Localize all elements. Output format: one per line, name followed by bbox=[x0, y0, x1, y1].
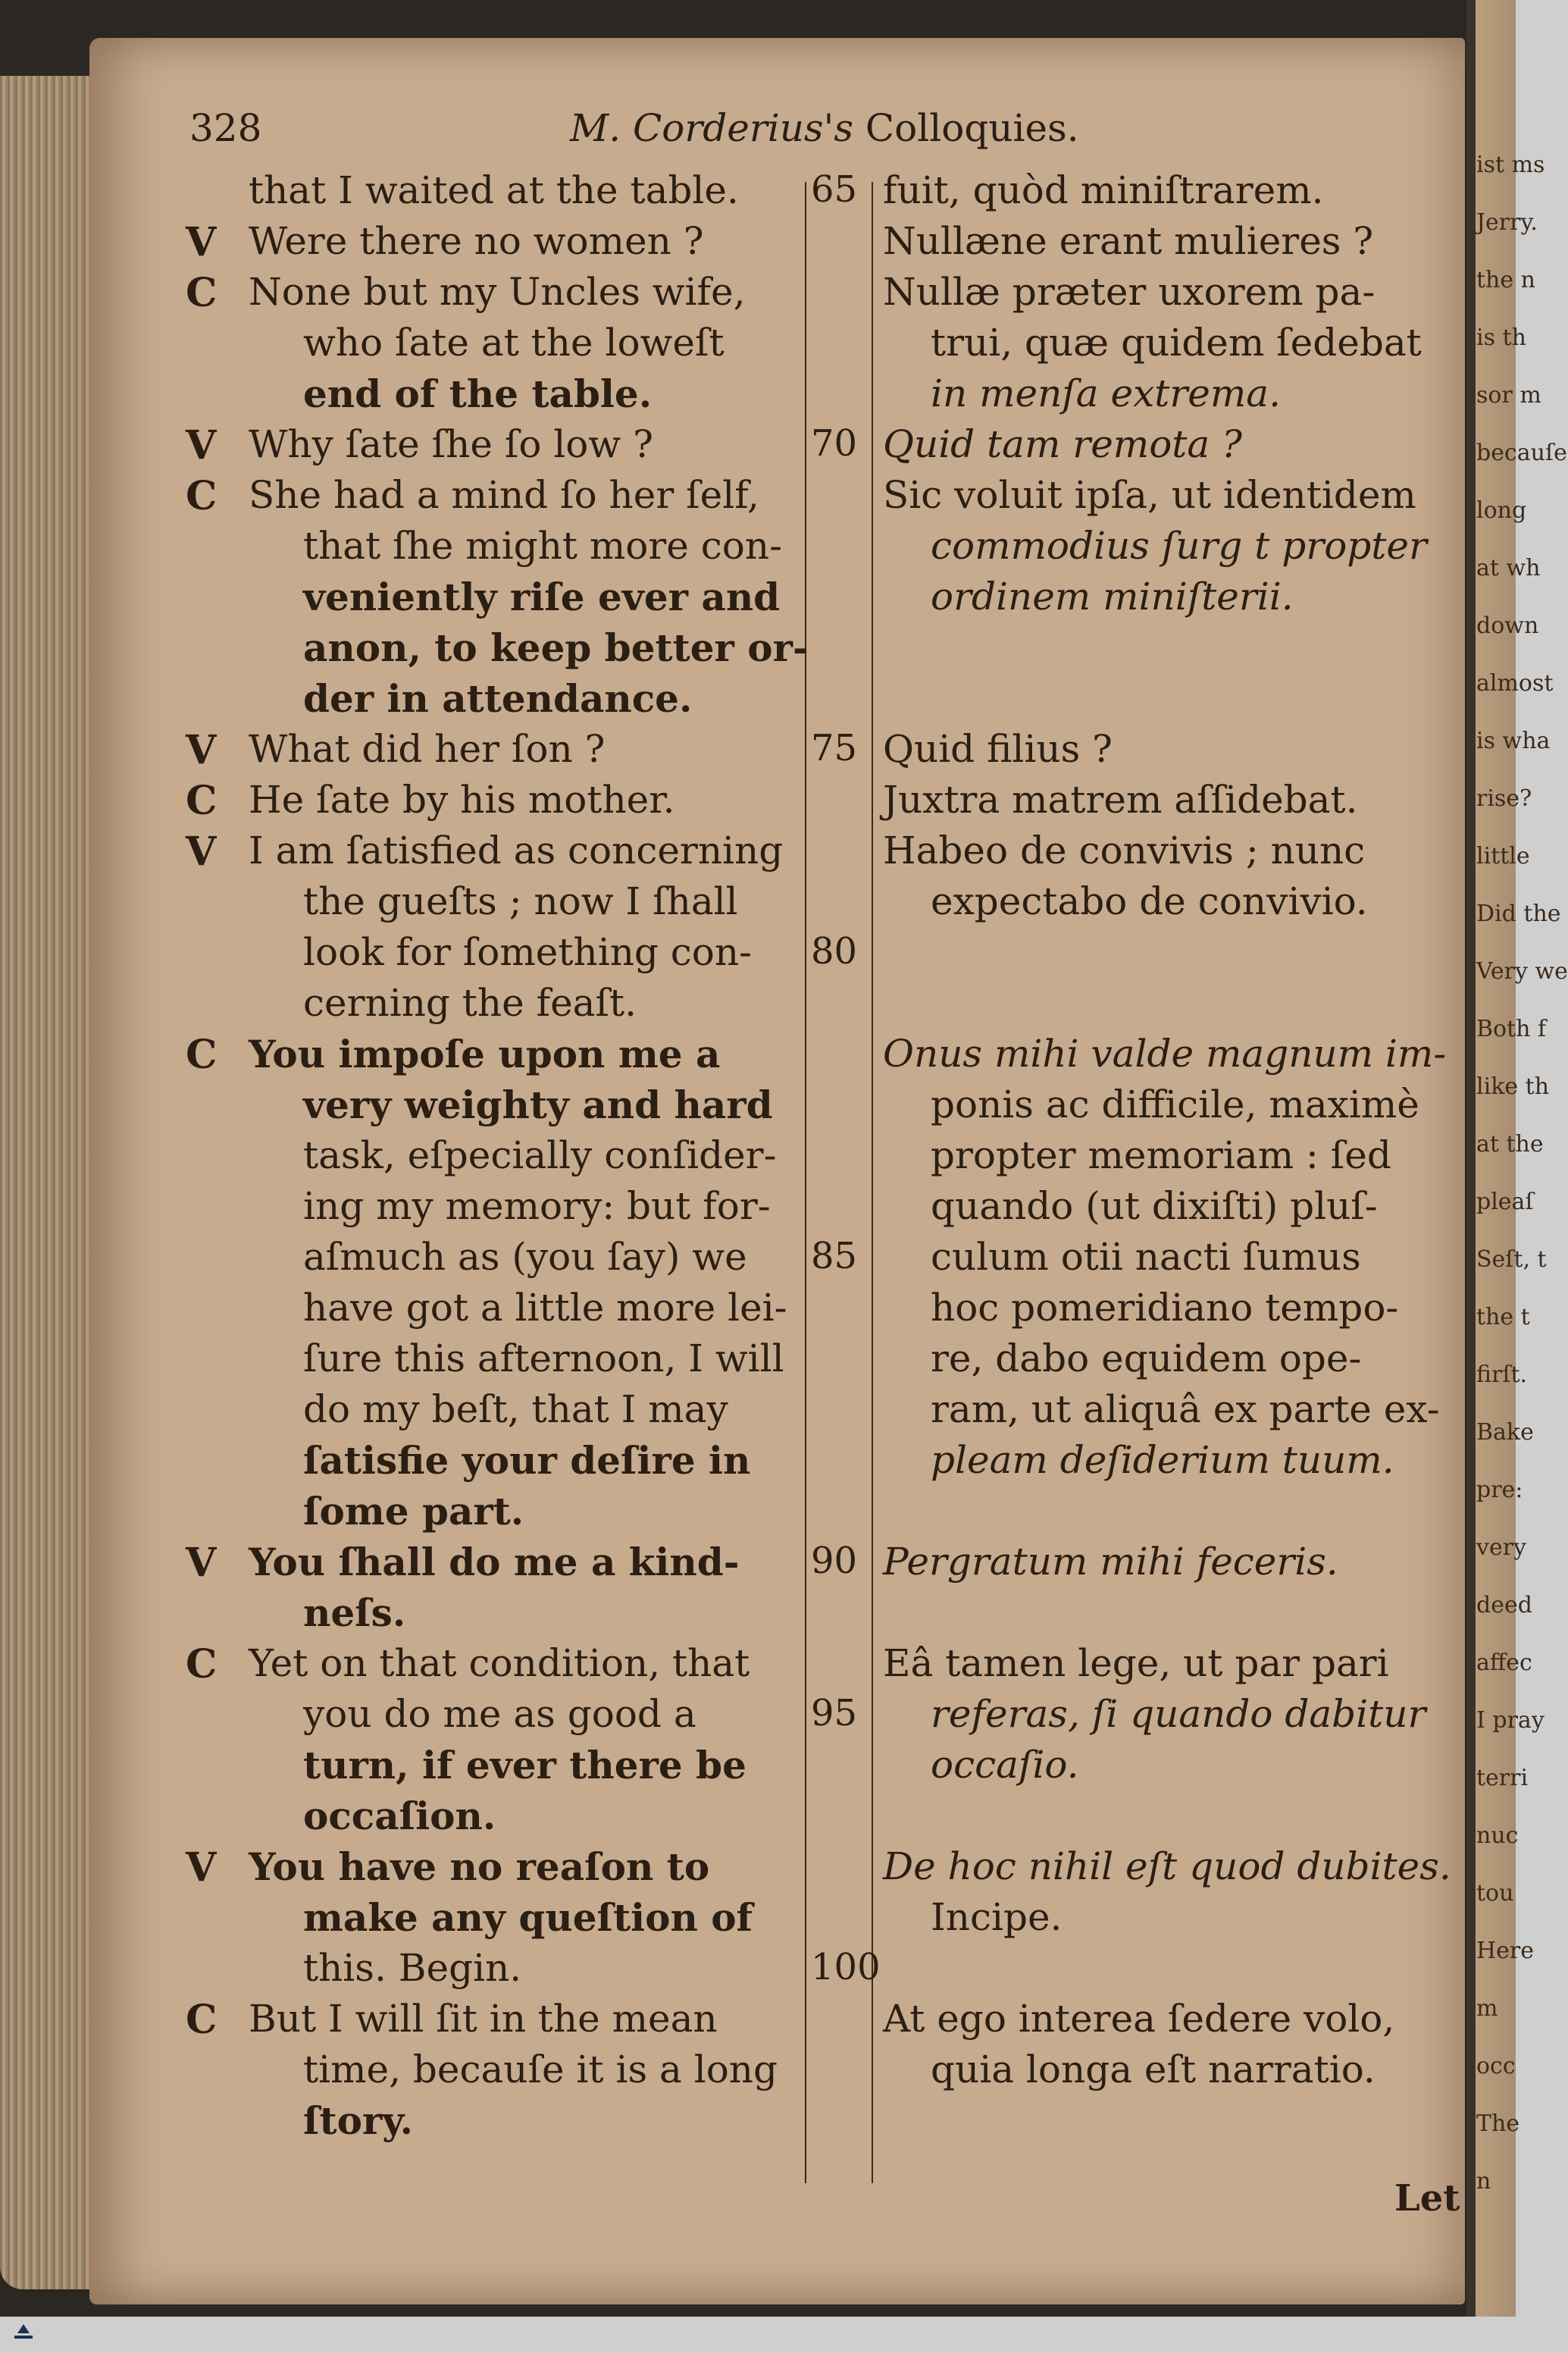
facing-page-fragment: the n bbox=[1476, 267, 1535, 293]
line-number: 95 bbox=[811, 1692, 858, 1734]
latin-line: quia longa eſt narratio. bbox=[931, 2048, 1376, 2091]
facing-page-fragment: n bbox=[1476, 2168, 1491, 2195]
catchword: Let bbox=[1394, 2177, 1460, 2220]
english-line: that I waited at the table. bbox=[249, 168, 739, 212]
english-line: have got a little more lei- bbox=[303, 1286, 787, 1330]
facing-page-fragment: ist ms bbox=[1476, 152, 1545, 178]
latin-line: hoc pomeridiano tempo- bbox=[931, 1286, 1399, 1330]
facing-page-fragment: m bbox=[1476, 1995, 1498, 2022]
latin-line: Incipe. bbox=[931, 1895, 1063, 1939]
line-number: 85 bbox=[811, 1235, 858, 1277]
latin-line: quando (ut dixiſti) pluſ- bbox=[931, 1184, 1378, 1228]
facing-page-fragment: sor m bbox=[1476, 382, 1541, 409]
page-number: 328 bbox=[189, 106, 262, 150]
english-line: task, eſpecially conſider- bbox=[303, 1133, 777, 1177]
speaker-marker: V bbox=[186, 829, 217, 875]
english-line: make any queſtion of bbox=[303, 1895, 753, 1940]
facing-page-fragment: the t bbox=[1476, 1304, 1530, 1330]
latin-line: Nullæne erant mulieres ? bbox=[883, 219, 1374, 263]
line-number: 70 bbox=[811, 422, 858, 465]
english-line: time, becauſe it is a long bbox=[303, 2048, 778, 2091]
facing-page-fragment: Jerry. bbox=[1476, 209, 1538, 236]
english-line: the gueſts ; now I ſhall bbox=[303, 879, 738, 923]
latin-line: pleam deſiderium tuum. bbox=[931, 1438, 1394, 1482]
english-line: But I will ſit in the mean bbox=[249, 1997, 718, 2041]
facing-page-fragment: occ bbox=[1476, 2053, 1516, 2079]
latin-line: Quid tam remota ? bbox=[883, 422, 1242, 466]
english-line: der in attendance. bbox=[303, 676, 693, 721]
english-line: I am ſatisfied as concerning bbox=[249, 829, 784, 873]
latin-line: commodius ſurg t propter bbox=[931, 524, 1427, 568]
english-line: ſure this afternoon, I will bbox=[303, 1336, 784, 1380]
latin-line: fuit, quòd miniſtrarem. bbox=[883, 168, 1324, 212]
speaker-marker: V bbox=[186, 727, 217, 773]
latin-line: Quid filius ? bbox=[883, 727, 1113, 771]
english-line: turn, if ever there be bbox=[303, 1743, 746, 1787]
facing-page-fragment: is th bbox=[1476, 324, 1526, 351]
english-line: ſatisfie your deſire in bbox=[303, 1438, 751, 1483]
latin-line: ordinem miniſterii. bbox=[931, 575, 1294, 619]
speaker-marker: V bbox=[186, 422, 217, 468]
running-title bbox=[570, 106, 1079, 150]
english-line: that ſhe might more con- bbox=[303, 524, 782, 568]
facing-page-fragment: like th bbox=[1476, 1073, 1550, 1100]
facing-page-fragment: I pray bbox=[1476, 1707, 1545, 1734]
english-line: ſome part. bbox=[303, 1489, 524, 1534]
viewer-footer bbox=[0, 2317, 1516, 2353]
latin-line: Pergratum mihi feceris. bbox=[883, 1540, 1338, 1584]
latin-line: propter memoriam : ſed bbox=[931, 1133, 1391, 1177]
english-line: Yet on that condition, that bbox=[249, 1641, 750, 1685]
facing-page-fragment: becauſe bbox=[1476, 440, 1567, 466]
latin-line: ram, ut aliquâ ex parte ex- bbox=[931, 1387, 1440, 1431]
line-number: 75 bbox=[811, 727, 858, 769]
facing-page-fragment: almost bbox=[1476, 670, 1554, 697]
latin-line: expectabo de convivio. bbox=[931, 879, 1368, 923]
latin-line: re, dabo equidem ope- bbox=[931, 1336, 1362, 1380]
speaker-marker: V bbox=[186, 1844, 217, 1891]
english-line: look for ſomething con- bbox=[303, 930, 752, 974]
speaker-marker: C bbox=[186, 473, 218, 519]
speaker-marker: C bbox=[186, 270, 218, 316]
library-logo-icon bbox=[11, 2324, 36, 2350]
column-rule-right bbox=[872, 182, 873, 2183]
latin-line: At ego interea ſedere volo, bbox=[883, 1997, 1395, 2041]
facing-page-fragment: little bbox=[1476, 843, 1530, 869]
latin-line: trui, quæ quidem ſedebat bbox=[931, 321, 1422, 365]
line-number: 65 bbox=[811, 168, 858, 211]
facing-page-fragment: pre: bbox=[1476, 1477, 1523, 1503]
english-line: You ſhall do me a kind- bbox=[249, 1540, 740, 1584]
facing-page-fragment: rise? bbox=[1476, 785, 1532, 812]
english-line: end of the table. bbox=[303, 371, 653, 416]
english-line: She had a mind ſo her ſelf, bbox=[249, 473, 759, 517]
english-line: None but my Uncles wife, bbox=[249, 270, 746, 314]
english-line: What did her ſon ? bbox=[249, 727, 606, 771]
latin-line: ponis ac difficile, maximè bbox=[931, 1083, 1419, 1126]
running-title-author: M. Corderius's bbox=[570, 106, 853, 150]
latin-line: occaſio. bbox=[931, 1743, 1079, 1787]
speaker-marker: V bbox=[186, 219, 217, 265]
english-line: do my beſt, that I may bbox=[303, 1387, 728, 1431]
english-line: this. Begin. bbox=[303, 1946, 522, 1990]
english-line: very weighty and hard bbox=[303, 1083, 773, 1127]
latin-line: Habeo de convivis ; nunc bbox=[883, 829, 1366, 873]
facing-page-fragment: tou bbox=[1476, 1880, 1514, 1907]
facing-page-fragment: down bbox=[1476, 613, 1539, 639]
facing-page-fragment: is wha bbox=[1476, 728, 1551, 754]
english-line: You have no reaſon to bbox=[249, 1844, 710, 1889]
speaker-marker: V bbox=[186, 1540, 217, 1586]
english-line: He ſate by his mother. bbox=[249, 778, 675, 822]
english-line: ſtory. bbox=[303, 2098, 414, 2143]
english-line: Were there no women ? bbox=[249, 219, 704, 263]
facing-page-fragment: Seſt, t bbox=[1476, 1246, 1547, 1273]
facing-page-fragment: at the bbox=[1476, 1131, 1544, 1158]
line-number: 100 bbox=[811, 1946, 881, 1988]
facing-page-fragment: The bbox=[1476, 2110, 1520, 2137]
latin-line: Juxtra matrem aſſidebat. bbox=[883, 778, 1358, 822]
latin-line: Eâ tamen lege, ut par pari bbox=[883, 1641, 1389, 1685]
facing-page-fragment: Very we bbox=[1476, 958, 1568, 985]
facing-page-fragment: pleaſ bbox=[1476, 1189, 1534, 1215]
english-line: who ſate at the loweſt bbox=[303, 321, 725, 365]
latin-line: De hoc nihil eſt quod dubites. bbox=[883, 1844, 1451, 1888]
facing-page-fragment: Here bbox=[1476, 1938, 1535, 1964]
latin-line: culum otii nacti ſumus bbox=[931, 1235, 1361, 1279]
english-line: aſmuch as (you ſay) we bbox=[303, 1235, 747, 1279]
latin-line: Onus mihi valde magnum im- bbox=[883, 1032, 1447, 1076]
facing-page-fragment: long bbox=[1476, 497, 1527, 524]
english-line: You impoſe upon me a bbox=[249, 1032, 721, 1076]
english-line: Why ſate ſhe ſo low ? bbox=[249, 422, 653, 466]
facing-page-fragment: deed bbox=[1476, 1592, 1532, 1618]
latin-line: in menſa extrema. bbox=[931, 371, 1281, 415]
facing-page-fragment: Did the bbox=[1476, 901, 1561, 927]
speaker-marker: C bbox=[186, 1997, 218, 2043]
english-line: veniently riſe ever and bbox=[303, 575, 781, 619]
english-line: you do me as good a bbox=[303, 1692, 696, 1736]
speaker-marker: C bbox=[186, 1032, 218, 1078]
english-line: occaſion. bbox=[303, 1794, 496, 1838]
english-line: cerning the feaſt. bbox=[303, 981, 637, 1025]
running-title-work: Colloquies. bbox=[865, 106, 1079, 150]
facing-page-fragment: affec bbox=[1476, 1650, 1532, 1676]
facing-page-fragment: nuc bbox=[1476, 1822, 1519, 1849]
facing-page-fragment: Bake bbox=[1476, 1419, 1534, 1446]
facing-page-fragment: firſt. bbox=[1476, 1361, 1528, 1388]
latin-line: Sic voluit ipſa, ut identidem bbox=[883, 473, 1416, 517]
latin-line: Nullæ præter uxorem pa- bbox=[883, 270, 1376, 314]
line-number: 80 bbox=[811, 930, 858, 973]
facing-page-fragment: Both f bbox=[1476, 1016, 1547, 1042]
english-line: ing my memory: but for- bbox=[303, 1184, 771, 1228]
facing-page-fragment: terri bbox=[1476, 1765, 1529, 1791]
column-rule-left bbox=[805, 182, 806, 2183]
english-line: anon, to keep better or- bbox=[303, 625, 809, 670]
english-line: neſs. bbox=[303, 1590, 406, 1635]
line-number: 90 bbox=[811, 1540, 858, 1582]
facing-page-fragment: very bbox=[1476, 1534, 1526, 1561]
facing-page-fragment: at wh bbox=[1476, 555, 1541, 581]
speaker-marker: C bbox=[186, 778, 218, 824]
latin-line: referas, ſi quando dabitur bbox=[931, 1692, 1426, 1736]
speaker-marker: C bbox=[186, 1641, 218, 1687]
